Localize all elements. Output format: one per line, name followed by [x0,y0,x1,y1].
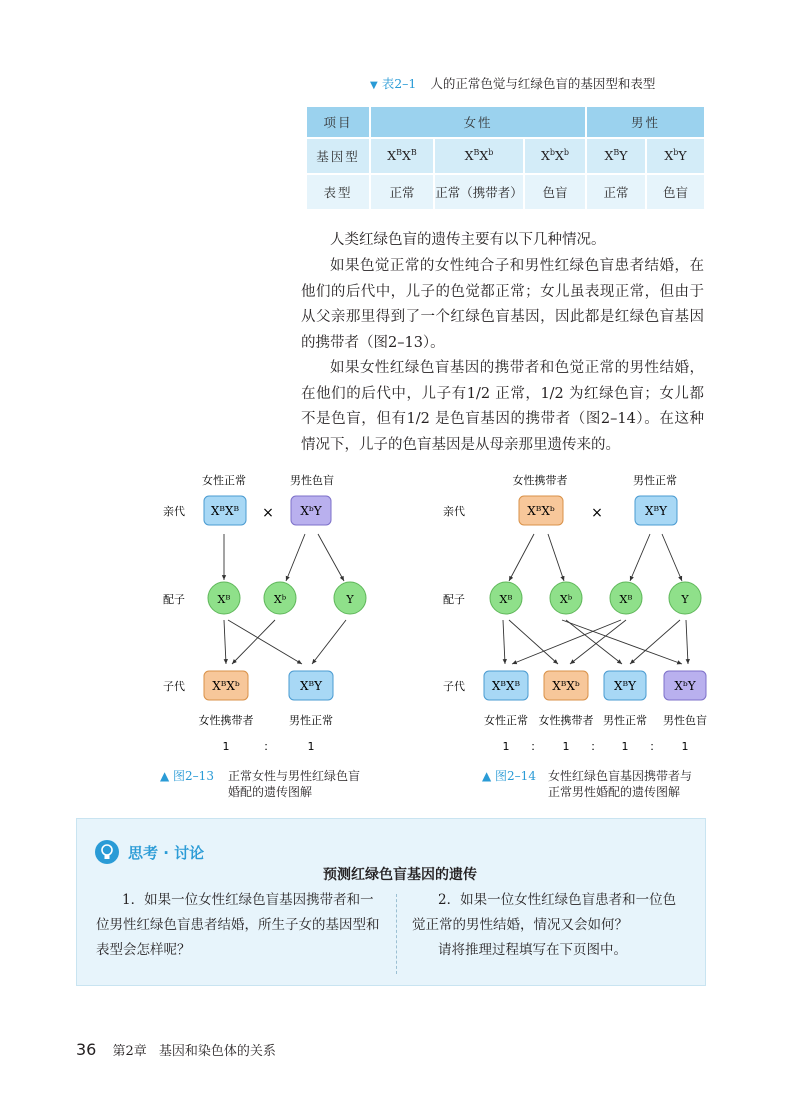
ratio-value: 1 [307,740,315,753]
parent-label: 女性正常 [202,474,246,487]
caption-triangle-icon: ▼ [370,80,378,91]
genotype-cell: $X^BY$ [586,138,646,174]
gamete-text: Xᴮ [499,593,513,606]
gamete-text: Y [346,593,354,606]
parent-label: 男性色盲 [290,474,334,487]
offspring-label: 女性携带者 [538,714,594,727]
caption-line: 正常男性婚配的遗传图解 [548,785,681,799]
caption-line: 女性红绿色盲基因携带者与 [548,769,693,783]
ratio-value: 1 [562,740,570,753]
phenotype-cell: 色盲 [646,174,705,210]
genotype-cell: $X^BX^b$ [434,138,524,174]
gamete-text: Xᵇ [273,593,287,606]
cross-symbol: × [591,505,603,521]
row-label-parents: 亲代 [443,505,465,518]
question-2-note: 请将推理过程填写在下页图中。 [438,942,627,958]
offspring-label: 女性携带者 [198,714,254,727]
question-1: 1．如果一位女性红绿色盲基因携带者和一位男性红绿色盲患者结婚，所生子女的基因型和表型会怎样呢？ [96,892,380,958]
ratio-value: 1 [222,740,230,753]
think-discuss-subtitle: 预测红绿色盲基因的遗传 [323,867,477,883]
table-header-row [306,106,705,138]
genotype-text: XᴮXᵇ [212,679,240,693]
question-2: 2．如果一位女性红绿色盲患者和一位色觉正常的男性结婚，情况又会如何？ [412,892,677,933]
figure-2-13-caption [160,768,361,799]
ratio-value: 1 [681,740,689,753]
offspring-label: 男性正常 [289,714,333,727]
genotype-text: XᴮY [613,679,637,693]
column-divider [396,894,397,974]
cross-symbol: × [262,505,274,521]
genotype-text: XᴮXᴮ [491,679,521,693]
inheritance-diagrams [0,460,800,810]
genotype-text: XᵇY [300,504,322,518]
genotype-text: XᵇY [674,679,696,693]
gamete-text: Xᴮ [217,593,231,606]
paragraph-case-2: 如果女性红绿色盲基因的携带者和色觉正常的男性结婚，在他们的后代中，儿子有1/2 正常，1/2 为红绿色盲；女儿都不是色盲，但有1/2 是色盲基因的携带者（图2–14）。在这种情况下，儿子的色盲基因是从母亲那里遗传来的。 [301,360,704,453]
figure-2-14-caption [482,768,693,799]
ratio-separator: ： [263,740,275,753]
caption-line: 婚配的遗传图解 [228,785,313,799]
ratio-value: 1 [502,740,510,753]
genotype-cell: $X^bX^b$ [524,138,586,174]
phenotype-cell: 正常 [370,174,434,210]
row-label-genotype: 基因型 [306,138,370,174]
paragraph-case-1: 如果色觉正常的女性纯合子和男性红绿色盲患者结婚，在他们的后代中，儿子的色觉都正常；女儿虽表现正常，但由于从父亲那里得到了一个红绿色盲基因，因此都是红绿色盲基因的携带者（图2–13）。 [301,258,704,351]
chapter-number: 第2章 [112,1044,147,1059]
paragraph-intro: 人类红绿色盲的遗传主要有以下几种情况。 [330,232,606,248]
gamete-text: Xᴮ [619,593,633,606]
row-label-phenotype: 表型 [306,174,370,210]
genotype-phenotype-table [306,106,705,210]
page-footer [76,1040,276,1059]
genotype-text: XᴮY [299,679,323,693]
genotype-row [306,138,705,174]
row-label-offspring: 子代 [443,680,465,693]
genotype-text: XᴮXᵇ [552,679,580,693]
caption-line: 正常女性与男性红绿色盲 [228,769,361,783]
gamete-text: Y [681,593,689,606]
gamete-text: Xᵇ [559,593,573,606]
offspring-label: 男性色盲 [663,714,707,727]
ratio-separator: ： [590,740,602,753]
genotype-text: XᴮY [644,504,668,518]
phenotype-cell: 正常 [586,174,646,210]
table-caption [370,74,655,92]
header-male: 男性 [586,106,705,138]
parent-label: 男性正常 [633,474,677,487]
figure-number: ▲ 图2–14 [482,769,536,783]
genotype-text: XᴮXᴮ [210,504,240,518]
phenotype-cell: 色盲 [524,174,586,210]
ratio-value: 1 [621,740,629,753]
offspring-label: 女性正常 [484,714,528,727]
header-female: 女性 [370,106,586,138]
figure-number: ▲ 图2–13 [160,769,214,783]
genotype-text: XᴮXᵇ [527,504,555,518]
page-number: 36 [76,1040,97,1059]
header-item: 项目 [306,106,370,138]
genotype-cell: $X^bY$ [646,138,705,174]
ratio-separator: ： [649,740,661,753]
phenotype-row [306,174,705,210]
genotype-cell: $X^BX^B$ [370,138,434,174]
parent-label: 女性携带者 [512,474,568,487]
phenotype-cell: 正常（携带者） [434,174,524,210]
think-discuss-title: 思考 · 讨论 [128,844,205,862]
row-label-gametes: 配子 [163,593,185,606]
table-title: 人的正常色觉与红绿色盲的基因型和表型 [430,76,656,91]
chapter-title: 基因和染色体的关系 [158,1044,276,1059]
row-label-offspring: 子代 [163,680,185,693]
table-number: 表2–1 [381,76,417,91]
lightbulb-icon [94,839,120,865]
figure-2-14 [443,473,707,753]
offspring-label: 男性正常 [603,714,647,727]
figure-2-13 [163,473,366,753]
row-label-parents: 亲代 [163,505,185,518]
ratio-separator: ： [530,740,542,753]
row-label-gametes: 配子 [443,593,465,606]
